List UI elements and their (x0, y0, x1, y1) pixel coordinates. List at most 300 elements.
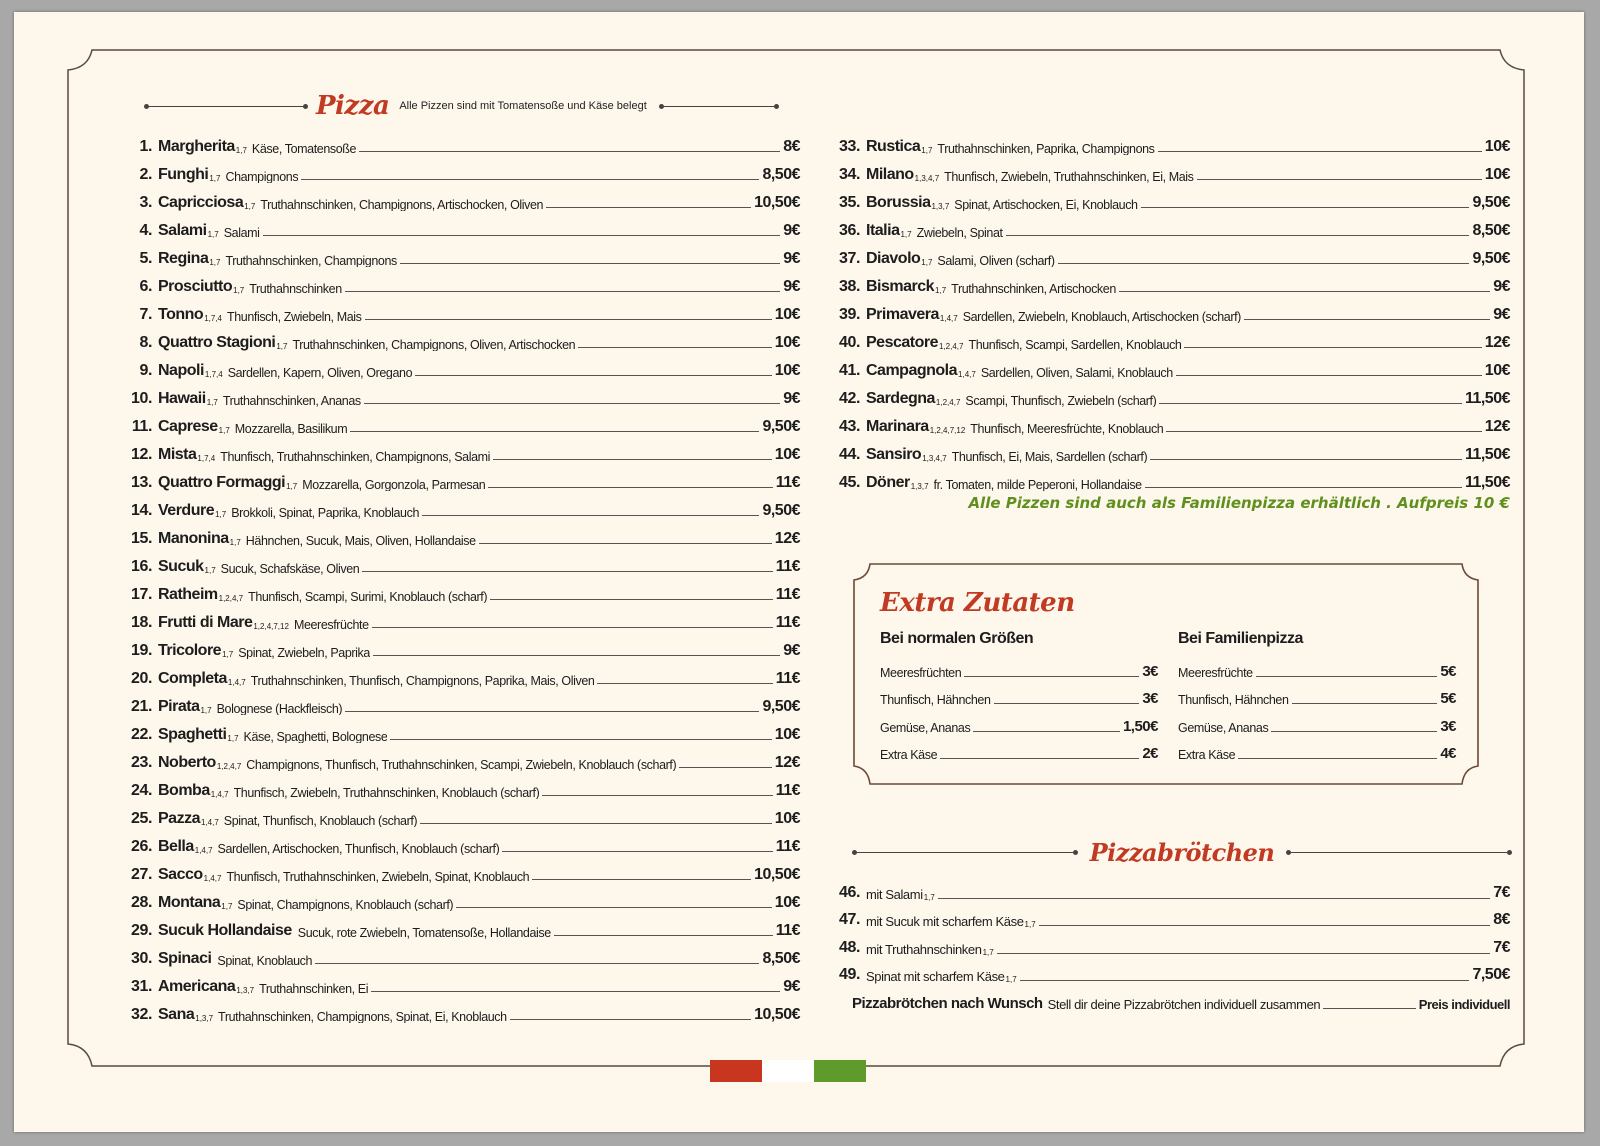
leader-dots (502, 851, 772, 852)
leader-dots (490, 599, 773, 600)
pizza-ingredients: Truthahnschinken, Thunfisch, Champignons, Paprika, Mais, Oliven (250, 674, 595, 687)
pizza-number: 18. (130, 614, 152, 631)
pizza-price: 9€ (1493, 306, 1510, 323)
pizza-name: Spinaci (158, 950, 212, 967)
pizza-name: Sardegna (866, 390, 935, 407)
pizza-price: 12€ (1484, 418, 1510, 435)
leader-dots (1271, 731, 1437, 732)
broetchen-list (814, 874, 1510, 984)
broetchen-custom-price: Preis individuell (1418, 996, 1510, 1012)
allergen-codes: 1,7 (206, 398, 218, 407)
pizza-number: 9. (139, 362, 152, 379)
allergen-codes: 1,7 (900, 230, 912, 239)
pizza-number: 13. (130, 474, 152, 491)
pizza-name: Pescatore (866, 334, 938, 351)
extra-item-label: Thunfisch, Hähnchen (880, 693, 991, 707)
leader-dots (350, 431, 759, 432)
pizza-price: 10€ (774, 334, 800, 351)
leader-dots (597, 683, 772, 684)
extra-item-row (1178, 707, 1456, 735)
pizza-row (106, 575, 800, 603)
pizza-name: Hawaii (158, 390, 206, 407)
pizza-name: Döner (866, 474, 910, 491)
allergen-codes: 1,7 (218, 426, 230, 435)
allergen-codes: 1,7 (209, 258, 221, 267)
extra-item-label: Meeresfrüchte (1178, 665, 1253, 680)
allergen-codes: 1,4,7 (210, 790, 229, 799)
pizza-number: 17. (130, 586, 152, 603)
pizza-number: 29. (130, 922, 152, 939)
pizza-row (814, 379, 1510, 407)
pizza-name: Funghi (158, 166, 209, 183)
pizza-row (814, 463, 1510, 491)
broetchen-custom-row (852, 984, 1510, 1012)
pizza-list-left (106, 127, 800, 1023)
allergen-codes: 1,7 (276, 342, 288, 351)
leader-dots (263, 235, 781, 236)
pizza-row (106, 435, 800, 463)
leader-dots (1119, 291, 1490, 292)
leader-dots (994, 703, 1140, 704)
allergen-codes: 1,4,7 (203, 874, 222, 883)
pizza-number: 10. (130, 390, 152, 407)
allergen-codes: 1,7,4 (204, 314, 222, 323)
leader-dots (415, 375, 772, 376)
pizza-price: 9€ (783, 978, 800, 995)
pizza-ingredients: Truthahnschinken, Champignons, Artischocken, Oliven (260, 198, 544, 211)
allergen-codes: 1,3,7 (910, 482, 929, 491)
leader-dots (1238, 758, 1437, 759)
leader-dots (542, 795, 772, 796)
leader-dots (365, 319, 772, 320)
pizza-row (106, 379, 800, 407)
broetchen-price: 7€ (1493, 883, 1510, 901)
allergen-codes: 1,7 (286, 482, 298, 491)
pizza-price: 11€ (775, 922, 800, 939)
pizza-name: Borussia (866, 194, 931, 211)
extra-item-price: 1,50€ (1122, 717, 1158, 735)
pizza-row (106, 603, 800, 631)
allergen-codes: 1,7 (1005, 975, 1017, 984)
allergen-codes: 1,7,4 (204, 370, 223, 379)
pizza-price: 11€ (775, 670, 800, 687)
extra-item-price: 4€ (1440, 745, 1456, 762)
pizza-row (814, 127, 1510, 155)
pizza-name: Marinara (866, 418, 929, 435)
pizza-ingredients: Brokkoli, Spinat, Paprika, Knoblauch (231, 506, 420, 519)
broetchen-row (814, 929, 1510, 957)
pizza-name: Mista (158, 446, 197, 463)
pizza-name: Margherita (158, 138, 235, 155)
pizza-ingredients: Truthahnschinken, Champignons (225, 254, 397, 267)
allergen-codes: 1,2,4,7,12 (253, 622, 289, 631)
pizza-ingredients: Thunfisch, Meeresfrüchte, Knoblauch (970, 422, 1164, 435)
broetchen-row (814, 957, 1510, 985)
pizza-name: Primavera (866, 306, 939, 323)
allergen-codes: 1,2,4,7,12 (929, 426, 966, 435)
title-rule-right (661, 106, 777, 107)
pizza-price: 12€ (774, 530, 800, 547)
allergen-codes: 1,7 (229, 538, 241, 547)
pizza-name: Completa (158, 670, 227, 687)
pizza-ingredients: Sardellen, Oliven, Salami, Knoblauch (980, 366, 1173, 379)
broetchen-custom-name: Pizzabrötchen nach Wunsch (852, 994, 1043, 1012)
pizza-number: 45. (838, 474, 860, 491)
pizza-price: 8€ (783, 138, 800, 155)
pizza-price: 9€ (783, 278, 800, 295)
pizza-number: 2. (139, 166, 152, 183)
allergen-codes: 1,4,7 (200, 818, 219, 827)
pizza-ingredients: Thunfisch, Ei, Mais, Sardellen (scharf) (951, 450, 1148, 463)
pizza-number: 38. (838, 278, 860, 295)
pizza-name: Verdure (158, 502, 215, 519)
allergen-codes: 1,7 (209, 174, 221, 183)
pizza-row (106, 631, 800, 659)
leader-dots (371, 991, 780, 992)
leader-dots (372, 627, 773, 628)
pizza-number: 34. (838, 166, 860, 183)
allergen-codes: 1,3,4,7 (914, 174, 940, 183)
allergen-codes: 1,2,4,7 (939, 342, 964, 351)
pizza-price: 9€ (783, 222, 800, 239)
pizza-row (106, 211, 800, 239)
pizza-ingredients: Sardellen, Artischocken, Thunfisch, Knoblauch (scharf) (217, 842, 500, 855)
pizza-number: 1. (139, 138, 152, 155)
leader-dots (422, 515, 759, 516)
broetchen-row (814, 874, 1510, 902)
allergen-codes: 1,2,4,7 (218, 594, 244, 603)
pizza-section-title (146, 88, 806, 124)
pizza-title: Pizza (316, 91, 390, 121)
leader-dots (362, 571, 772, 572)
leader-dots (1145, 487, 1462, 488)
allergen-codes: 1,4,7 (227, 678, 246, 687)
pizza-number: 16. (130, 558, 152, 575)
leader-dots (1256, 676, 1438, 677)
pizza-row (106, 911, 800, 939)
pizza-price: 11€ (775, 558, 800, 575)
pizza-price: 9€ (783, 642, 800, 659)
pizza-ingredients: Spinat, Zwiebeln, Paprika (238, 646, 370, 659)
pizza-ingredients: Truthahnschinken, Paprika, Champignons (937, 142, 1155, 155)
pizza-ingredients: fr. Tomaten, milde Peperoni, Hollandaise (933, 478, 1142, 491)
allergen-codes: 1,7 (207, 230, 219, 239)
allergen-codes: 1,7 (200, 706, 212, 715)
pizza-number: 15. (130, 530, 152, 547)
pizza-number: 41. (838, 362, 860, 379)
title-rule-left (146, 106, 306, 107)
pizza-ingredients: Bolognese (Hackfleisch) (216, 702, 343, 715)
pizza-ingredients: Zwiebeln, Spinat (916, 226, 1003, 239)
broetchen-price: 8€ (1493, 911, 1510, 928)
pizza-price: 11€ (775, 586, 800, 603)
pizza-number: 8. (139, 334, 152, 351)
pizza-name: Pazza (158, 810, 200, 827)
pizza-row (106, 463, 800, 491)
pizza-name: Tricolore (158, 642, 222, 659)
pizza-name: Sacco (158, 866, 203, 883)
extra-item-price: 3€ (1142, 662, 1158, 680)
pizza-row (106, 519, 800, 547)
allergen-codes: 1,7 (982, 947, 994, 957)
broetchen-title: Pizzabrötchen (1089, 837, 1275, 867)
pizza-number: 3. (139, 194, 152, 211)
leader-dots (315, 963, 759, 964)
pizza-name: Noberto (158, 754, 216, 771)
pizza-number: 36. (838, 222, 860, 239)
pizza-number: 23. (130, 754, 152, 771)
pizza-price: 10€ (774, 726, 800, 743)
allergen-codes: 1,4,7 (958, 370, 976, 379)
pizza-row (814, 267, 1510, 295)
pizza-number: 33. (838, 138, 860, 155)
extras-normal-heading: Bei normalen Größen (880, 630, 1034, 647)
pizza-name: Sana (158, 1006, 195, 1023)
pizza-row (106, 827, 800, 855)
pizza-number: 42. (838, 390, 860, 407)
leader-dots (1323, 1008, 1416, 1009)
pizza-ingredients: Sucuk, Schafskäse, Oliven (220, 562, 360, 575)
pizza-ingredients: Käse, Tomatensoße (251, 142, 357, 155)
allergen-codes: 1,3,7 (931, 202, 950, 211)
pizza-price: 11€ (775, 614, 800, 631)
allergen-codes: 1,3,7 (236, 986, 255, 995)
pizza-ingredients: Spinat, Champignons, Knoblauch (scharf) (237, 898, 454, 911)
pizza-row (106, 267, 800, 295)
extra-item-label: Extra Käse (1178, 748, 1236, 762)
allergen-codes: 1,7 (235, 146, 247, 155)
leader-dots (301, 179, 759, 180)
pizza-name: Quattro Stagioni (158, 334, 276, 351)
leader-dots (1184, 347, 1481, 348)
leader-dots (488, 487, 772, 488)
leader-dots (359, 151, 780, 152)
pizza-number: 40. (838, 334, 860, 351)
pizza-ingredients: Truthahnschinken, Ei (259, 982, 369, 995)
leader-dots (373, 655, 780, 656)
allergen-codes: 1,7 (222, 650, 234, 659)
pizza-row (106, 407, 800, 435)
pizza-ingredients: Spinat, Artischocken, Ei, Knoblauch (954, 198, 1138, 211)
pizza-price: 10€ (1484, 138, 1510, 155)
pizza-ingredients: Champignons (225, 170, 299, 183)
pizza-ingredients: Sardellen, Zwiebeln, Knoblauch, Artischocken (scharf) (962, 310, 1241, 323)
allergen-codes: 1,7 (921, 258, 933, 267)
broetchen-section-title (854, 834, 1510, 870)
broetchen-custom-desc: Stell dir deine Pizzabrötchen individuell zusammen (1047, 996, 1321, 1012)
pizza-note: Alle Pizzen sind mit Tomatensoße und Käse belegt (399, 100, 647, 112)
leader-dots (997, 953, 1491, 954)
pizza-row (814, 239, 1510, 267)
allergen-codes: 1,7 (233, 286, 245, 295)
pizza-ingredients: Thunfisch, Zwiebeln, Truthahnschinken, Knoblauch (scharf) (233, 786, 540, 799)
leader-dots (1158, 151, 1482, 152)
pizza-number: 25. (130, 810, 152, 827)
allergen-codes: 1,7 (935, 286, 947, 295)
pizza-price: 10€ (774, 810, 800, 827)
allergen-codes: 1,3,4,7 (922, 454, 947, 463)
extra-item-row (880, 707, 1158, 735)
allergen-codes: 1,7 (921, 146, 933, 155)
pizza-row (814, 183, 1510, 211)
extra-item-row (880, 680, 1158, 708)
pizza-row (814, 323, 1510, 351)
extras-family-column (1178, 630, 1456, 762)
allergen-codes: 1,4,7 (939, 314, 958, 323)
leader-dots (1176, 375, 1482, 376)
pizza-row (106, 323, 800, 351)
pizza-row (814, 407, 1510, 435)
pizza-row (814, 435, 1510, 463)
pizza-ingredients: Thunfisch, Truthahnschinken, Zwiebeln, Spinat, Knoblauch (226, 870, 530, 883)
pizza-name: Rustica (866, 138, 921, 155)
flag-green-stripe (814, 1060, 866, 1082)
pizza-ingredients: Thunfisch, Truthahnschinken, Champignons, Salami (220, 450, 491, 463)
pizza-ingredients: Thunfisch, Scampi, Sardellen, Knoblauch (968, 338, 1182, 351)
pizza-number: 32. (130, 1006, 152, 1023)
pizza-ingredients: Thunfisch, Scampi, Surimi, Knoblauch (scharf) (248, 590, 488, 603)
pizza-number: 22. (130, 726, 152, 743)
leader-dots (1006, 235, 1470, 236)
leader-dots (578, 347, 772, 348)
leader-dots (938, 898, 1490, 899)
pizza-ingredients: Käse, Spaghetti, Bolognese (243, 730, 388, 743)
pizza-ingredients: Hähnchen, Sucuk, Mais, Oliven, Hollandaise (245, 534, 476, 547)
extra-item-price: 3€ (1440, 717, 1456, 735)
allergen-codes: 1,2,4,7 (216, 762, 242, 771)
pizza-name: Sucuk (158, 558, 204, 575)
pizza-number: 30. (130, 950, 152, 967)
pizza-price: 9€ (1493, 278, 1510, 295)
pizza-row (106, 939, 800, 967)
pizza-number: 27. (130, 866, 152, 883)
broetchen-desc: Spinat mit scharfem Käse (866, 969, 1005, 984)
pizza-name: Caprese (158, 418, 218, 435)
pizza-price: 11€ (775, 838, 800, 855)
pizza-name: Montana (158, 894, 221, 911)
leader-dots (1150, 459, 1462, 460)
pizza-row (106, 127, 800, 155)
pizza-name: Spaghetti (158, 726, 227, 743)
pizza-number: 19. (130, 642, 152, 659)
pizza-name: Bella (158, 838, 194, 855)
allergen-codes: 1,7 (923, 892, 935, 902)
pizza-name: Prosciutto (158, 278, 233, 295)
leader-dots (390, 739, 771, 740)
pizza-row (106, 771, 800, 799)
pizza-ingredients: Sucuk, rote Zwiebeln, Tomatensoße, Hollandaise (297, 926, 551, 939)
broetchen-number: 49. (838, 966, 860, 983)
pizza-name: Quattro Formaggi (158, 474, 286, 491)
pizza-ingredients: Salami, Oliven (scharf) (937, 254, 1055, 267)
pizza-row (106, 547, 800, 575)
pizza-row (106, 967, 800, 995)
pizza-ingredients: Truthahnschinken, Champignons, Oliven, Artischocken (292, 338, 576, 351)
pizza-number: 7. (139, 306, 152, 323)
broetchen-number: 48. (838, 938, 860, 956)
extras-normal-column (880, 630, 1158, 762)
leader-dots (1141, 207, 1470, 208)
pizza-name: Manonina (158, 530, 229, 547)
pizza-name: Napoli (158, 362, 204, 379)
pizza-ingredients: Mozzarella, Basilikum (234, 422, 348, 435)
leader-dots (1197, 179, 1482, 180)
pizza-price: 11,50€ (1464, 390, 1510, 407)
pizza-name: Salami (158, 222, 207, 239)
pizza-ingredients: Thunfisch, Zwiebeln, Truthahnschinken, Ei, Mais (944, 170, 1194, 183)
broetchen-row (814, 902, 1510, 930)
pizza-number: 31. (130, 978, 152, 995)
pizza-row (106, 155, 800, 183)
pizza-name: Capricciosa (158, 194, 244, 211)
pizza-name: Regina (158, 250, 209, 267)
leader-dots (1020, 980, 1470, 981)
pizza-price: 11€ (775, 782, 800, 799)
pizza-price: 10€ (1484, 362, 1510, 379)
pizza-price: 10€ (774, 306, 800, 323)
leader-dots (1166, 431, 1481, 432)
pizza-row (106, 239, 800, 267)
pizza-number: 11. (131, 418, 152, 435)
leader-dots (479, 543, 772, 544)
leader-dots (1039, 925, 1491, 926)
pizza-price: 9,50€ (762, 502, 800, 519)
pizza-price: 9,50€ (762, 418, 800, 435)
pizza-name: Milano (866, 166, 914, 183)
pizza-number: 37. (838, 250, 860, 267)
pizza-ingredients: Sardellen, Kapern, Oliven, Oregano (227, 366, 413, 379)
pizza-row (106, 351, 800, 379)
allergen-codes: 1,7 (1024, 920, 1036, 929)
pizza-name: Sucuk Hollandaise (158, 922, 292, 939)
broetchen-price: 7,50€ (1472, 966, 1510, 983)
pizza-name: Frutti di Mare (158, 614, 253, 631)
pizza-price: 11,50€ (1464, 474, 1510, 491)
broetchen-desc: mit Sucuk mit scharfem Käse (866, 914, 1024, 929)
pizza-price: 9,50€ (1472, 194, 1510, 211)
pizza-name: Bomba (158, 782, 210, 799)
pizza-ingredients: Scampi, Thunfisch, Zwiebeln (scharf) (965, 394, 1157, 407)
extra-item-price: 3€ (1142, 690, 1158, 707)
allergen-codes: 1,4,7 (194, 846, 213, 855)
leader-dots (940, 758, 1139, 759)
pizza-price: 12€ (1484, 334, 1510, 351)
pizza-price: 12€ (774, 754, 800, 771)
pizza-ingredients: Mozzarella, Gorgonzola, Parmesan (302, 478, 486, 491)
extra-item-label: Gemüse, Ananas (880, 720, 971, 735)
pizza-price: 11€ (775, 474, 800, 491)
pizza-name: Ratheim (158, 586, 218, 603)
leader-dots (510, 1019, 751, 1020)
pizza-name: Americana (158, 978, 236, 995)
pizza-price: 10,50€ (754, 1006, 800, 1023)
pizza-ingredients: Truthahnschinken, Champignons, Spinat, Ei, Knoblauch (218, 1010, 507, 1023)
extra-item-row (1178, 680, 1456, 708)
extra-item-price: 5€ (1440, 690, 1456, 707)
extra-item-label: Gemüse, Ananas (1178, 720, 1269, 735)
leader-dots (1292, 703, 1438, 704)
extra-item-row (880, 652, 1158, 680)
extra-item-label: Thunfisch, Hähnchen (1178, 693, 1289, 707)
allergen-codes: 1,7 (227, 734, 239, 743)
pizza-price: 9€ (783, 390, 800, 407)
allergen-codes: 1,2,4,7 (935, 398, 961, 407)
pizza-price: 8,50€ (762, 166, 800, 183)
pizza-name: Diavolo (866, 250, 921, 267)
leader-dots (345, 711, 759, 712)
pizza-name: Bismarck (866, 278, 935, 295)
leader-dots (345, 291, 780, 292)
